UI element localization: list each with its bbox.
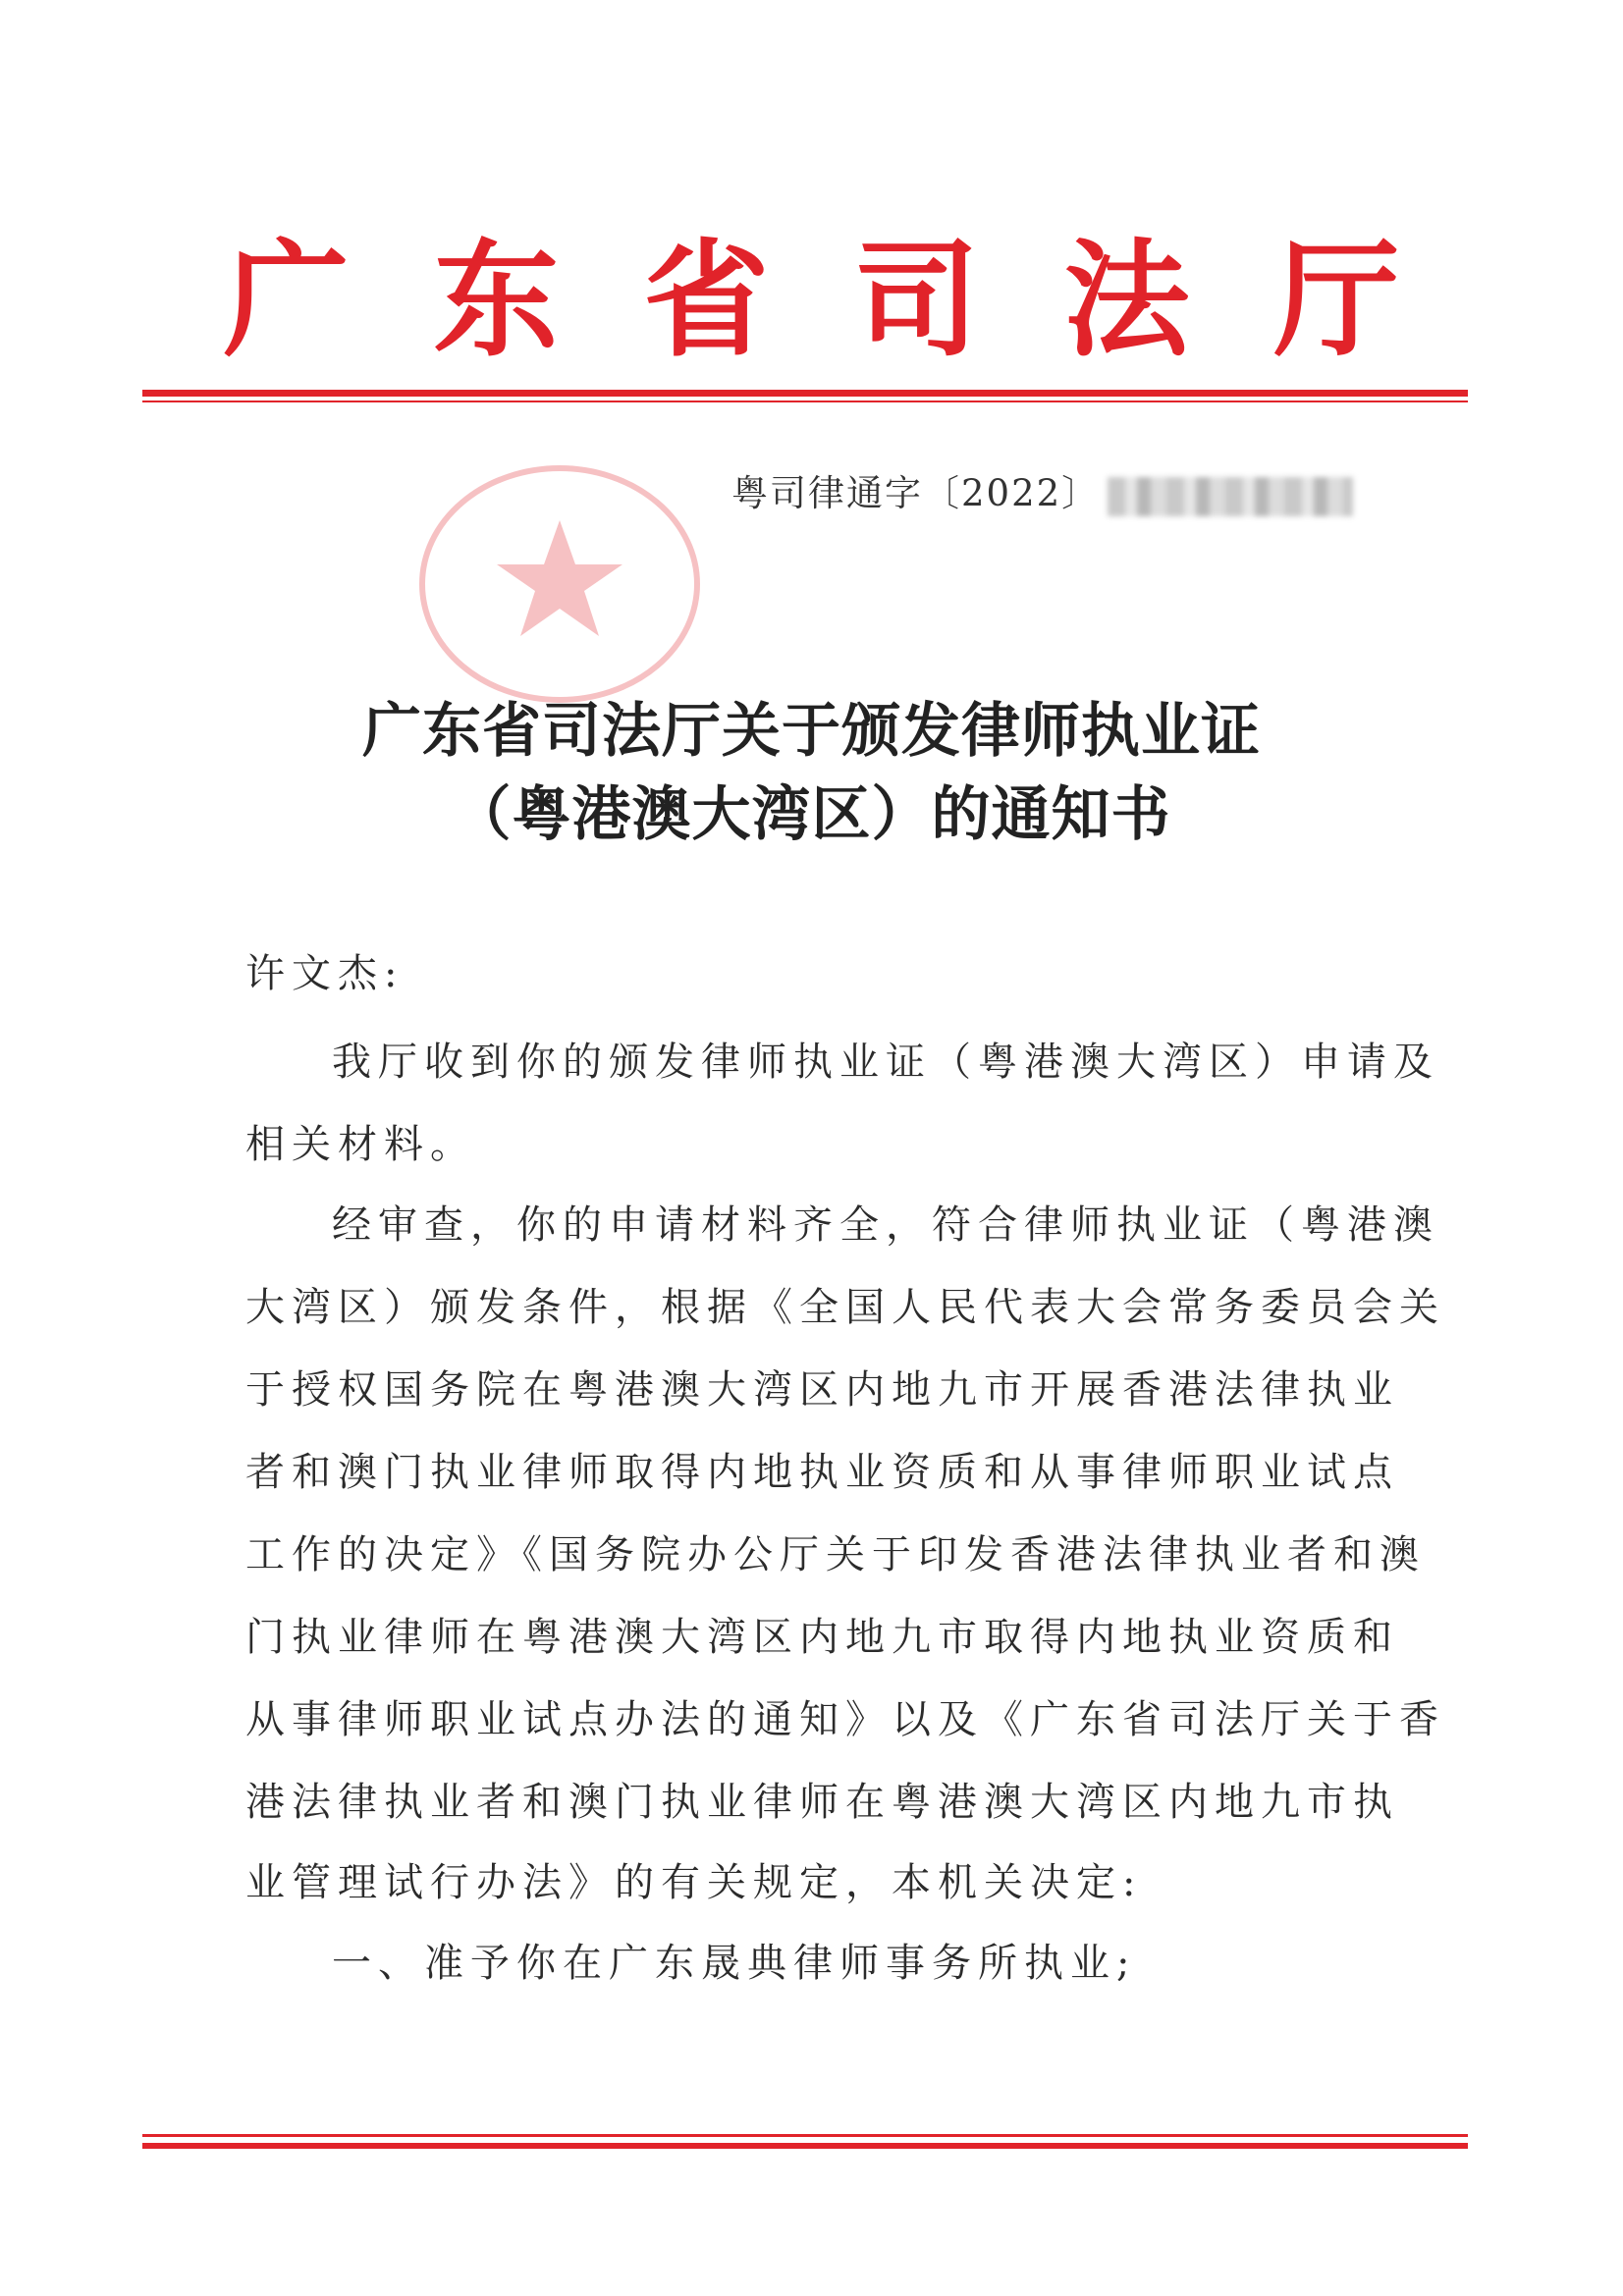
body-line: 者和澳门执业律师取得内地执业资质和从事律师职业试点 (245, 1450, 1399, 1495)
footer-rule-thin (142, 2134, 1468, 2137)
body-line: 大湾区）颁发条件，根据《全国人民代表大会常务委员会关 (245, 1285, 1445, 1330)
body-line: 于授权国务院在粤港澳大湾区内地九市开展香港法律执业 (245, 1367, 1399, 1413)
notice-title-line-2: （粤港澳大湾区）的通知书 (452, 780, 1171, 849)
footer-rule-thick (142, 2143, 1468, 2149)
notice-title-line-1: 广东省司法厅关于颁发律师执业证 (362, 697, 1261, 766)
body-line: 工作的决定》《国务院办公厅关于印发香港法律执业者和澳 (245, 1532, 1426, 1577)
agency-masthead: 广东省司法厅 (223, 227, 1485, 374)
body-line: 门执业律师在粤港澳大湾区内地九市取得内地执业资质和 (245, 1615, 1399, 1660)
body-line: 业管理试行办法》的有关规定，本机关决定: (245, 1860, 1143, 1905)
body-line: 港法律执业者和澳门执业律师在粤港澳大湾区内地九市执 (245, 1780, 1399, 1825)
body-line: 我厅收到你的颁发律师执业证（粤港澳大湾区）申请及 (332, 1040, 1439, 1085)
official-seal-icon (393, 461, 707, 707)
document-number (731, 467, 1353, 520)
salutation: 许文杰: (245, 951, 405, 996)
redacted-number (1108, 477, 1353, 516)
body-line: 经审查，你的申请材料齐全，符合律师执业证（粤港澳 (332, 1202, 1439, 1248)
document-number-prefix: 粤司律通字〔2022〕 (731, 472, 1101, 514)
body-line: 相关材料。 (245, 1122, 476, 1167)
header-rule-thin (142, 400, 1468, 402)
body-line: 一、准予你在广东晟典律师事务所执业; (332, 1941, 1137, 1986)
header-rule-thick (142, 390, 1468, 397)
body-line: 从事律师职业试点办法的通知》以及《广东省司法厅关于香 (245, 1697, 1445, 1742)
